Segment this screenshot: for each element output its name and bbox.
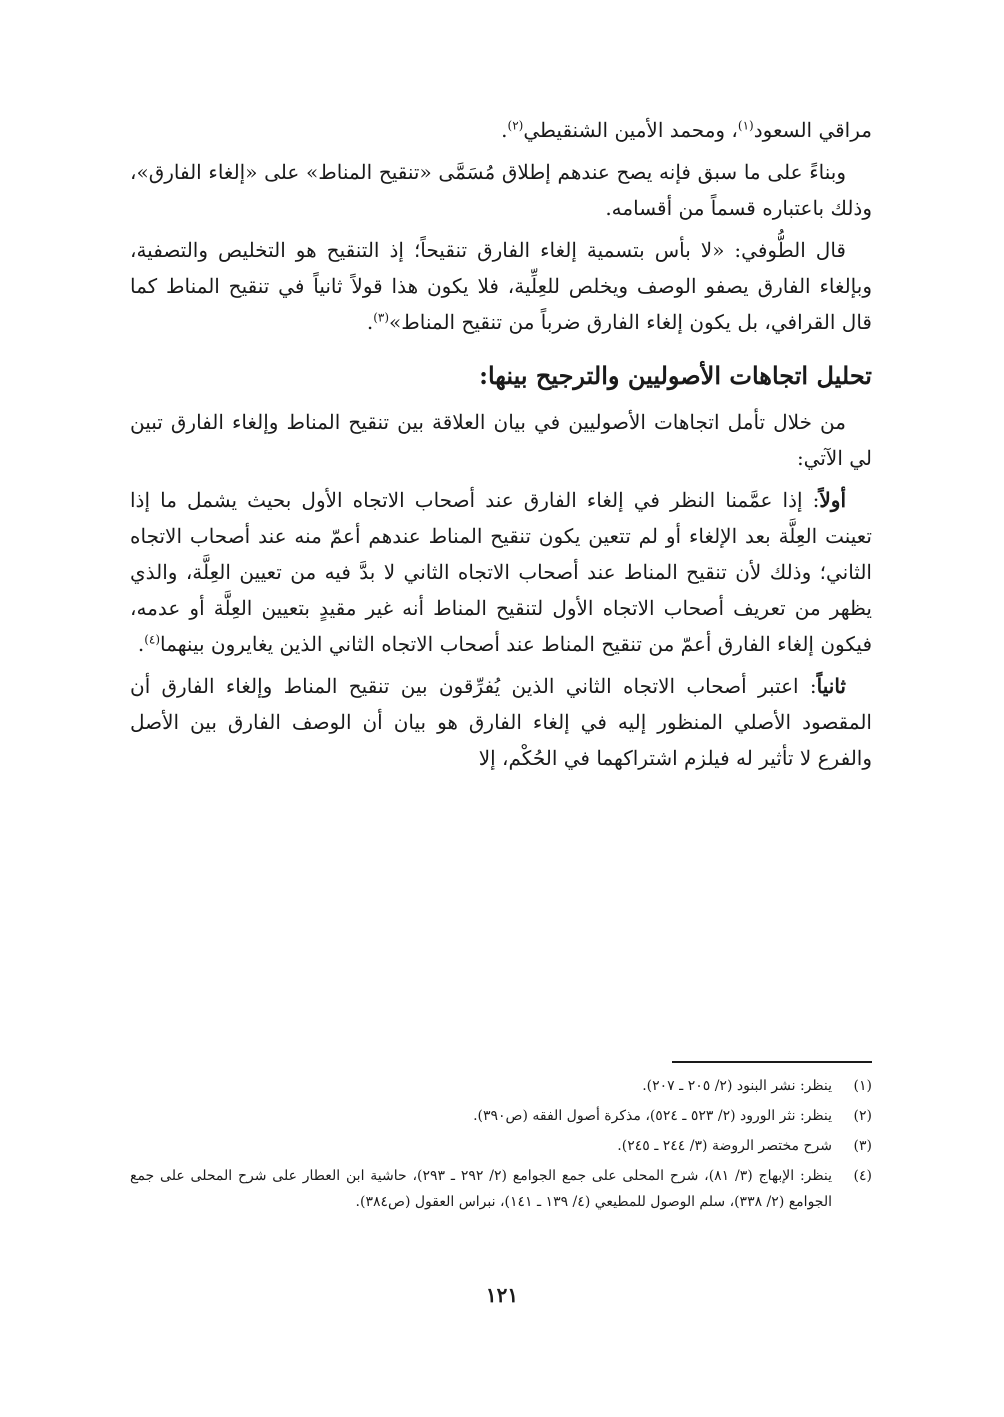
- footnote-separator: [672, 1061, 872, 1063]
- point-lead: أولاً: [819, 488, 846, 512]
- footnote-ref[interactable]: (٤): [144, 632, 161, 647]
- footnote-item: [130, 1103, 872, 1129]
- paragraph-intro: من خلال تأمل اتجاهات الأصوليين في بيان العلاقة بين تنقيح المناط وإلغاء الفارق تبين لي الآتي:: [130, 410, 872, 470]
- paragraph-second-point: [130, 668, 872, 776]
- footnotes: [130, 1073, 872, 1219]
- paragraph-end: .: [137, 632, 145, 656]
- paragraph-continuation: [130, 112, 872, 148]
- footnote-ref[interactable]: (١): [737, 118, 754, 133]
- paragraph-end: .: [501, 118, 508, 142]
- footnote-number: (٢): [853, 1108, 872, 1124]
- footnote-text: ينظر: نثر الورود (٢/ ٥٢٣ ـ ٥٢٤)، مذكرة أصول الفقه (ص٣٩٠).: [473, 1108, 832, 1124]
- footnote-text: شرح مختصر الروضة (٣/ ٢٤٤ ـ ٢٤٥).: [617, 1138, 832, 1154]
- footnote-item: [130, 1163, 872, 1215]
- paragraph-end: .: [366, 310, 374, 334]
- paragraph-first-point: [130, 482, 872, 662]
- section-heading: تحليل اتجاهات الأصوليين والترجيح بينها:: [479, 361, 872, 390]
- footnote-ref[interactable]: (٢): [507, 118, 524, 133]
- footnote-item: [130, 1073, 872, 1099]
- paragraph: وبناءً على ما سبق فإنه يصح عندهم إطلاق مُسَمَّى «تنقيح المناط» على «إلغاء الفارق»، وذلك باعتباره قسماً من أقسامه.: [130, 160, 872, 220]
- paragraph-text: : اعتبر أصحاب الاتجاه الثاني الذين يُفرِّقون بين تنقيح المناط وإلغاء الفارق أن المقصود الأصلي المنظور إليه في إلغاء الفارق هو بيان أن الوصف الفارق بين الأصل والفرع لا تأثير له فيلزم اشتراكهما في الحُكْم، إلا: [130, 674, 872, 770]
- footnote-number: (٤): [853, 1168, 872, 1184]
- footnote-text: ينظر: الإبهاج (٣/ ٨١)، شرح المحلى على جمع الجوامع (٢/ ٢٩٢ ـ ٢٩٣)، حاشية ابن العطار على شرح المحلى على جمع الجوامع (٢/ ٣٣٨)، سلم الوصول للمطيعي (٤/ ١٣٩ ـ ١٤١)، نبراس العقول (ص٣٨٤).: [130, 1168, 833, 1210]
- paragraph-text: مراقي السعود: [753, 118, 872, 142]
- body-text: [130, 112, 872, 782]
- footnote-item: [130, 1133, 872, 1159]
- paragraph-text: : إذا عمَّمنا النظر في إلغاء الفارق عند أصحاب الاتجاه الأول بحيث يشمل ما إذا تعينت العِلَّة بعد الإلغاء أو لم تتعين يكون تنقيح المناط عندهم أعمّ منه عند أصحاب الاتجاه الثاني؛ وذلك لأن تنقيح المناط عند أصحاب الاتجاه الثاني لا بدَّ فيه من تعيين العِلَّة، والذي يظهر من تعريف أصحاب الاتجاه الأول لتنقيح المناط أنه غير مقيدٍ بتعيين العِلَّة أو عدمه، فيكون إلغاء الفارق أعمّ من تنقيح المناط عند أصحاب الاتجاه الثاني الذين يغايرون بينهما: [130, 488, 872, 656]
- footnote-number: (١): [853, 1078, 872, 1094]
- paragraph-text: قال الطُّوفي: «لا بأس بتسمية إلغاء الفارق تنقيحاً؛ إذ التنقيح هو التخليص والتصفية، وبإلغاء الفارق يصفو الوصف ويخلص للعِلِّية، فلا يكون هذا قولاً ثانياً في تنقيح المناط كما قال القرافي، بل يكون إلغاء الفارق ضرباً من تنقيح المناط»: [130, 238, 872, 334]
- paragraph-quote: [130, 232, 872, 340]
- point-lead: ثانياً: [816, 674, 846, 698]
- footnote-text: ينظر: نشر البنود (٢/ ٢٠٥ ـ ٢٠٧).: [642, 1078, 832, 1094]
- footnote-ref[interactable]: (٣): [373, 310, 390, 325]
- page-number: ١٢١: [485, 1283, 519, 1307]
- footnote-number: (٣): [853, 1138, 872, 1154]
- paragraph-text: ، ومحمد الأمين الشنقيطي: [523, 118, 738, 142]
